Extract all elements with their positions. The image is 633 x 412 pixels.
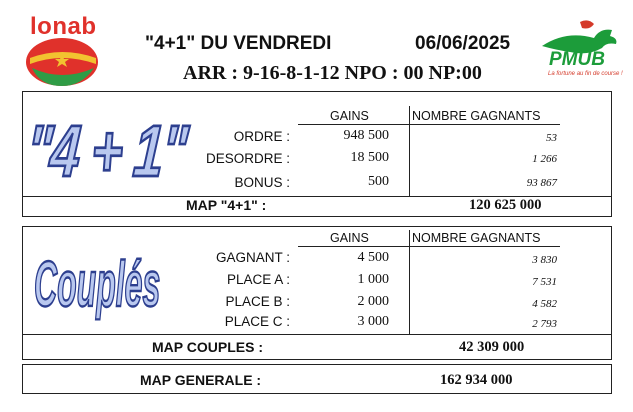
map-generale-box	[22, 364, 612, 394]
col-winners: NOMBRE GAGNANTS	[412, 109, 541, 123]
pmub-wordmark: PMUB	[549, 49, 605, 70]
pmub-slogan: La fortune au fin de course !	[548, 71, 623, 77]
row-gain: 3 000	[357, 314, 389, 329]
results-line: ARR : 9-16-8-1-12 NPO : 00 NP:00	[183, 62, 482, 84]
row-label: PLACE A :	[226, 272, 290, 287]
map-41-value: 120 625 000	[469, 197, 542, 213]
page-title: "4+1" DU VENDREDI	[145, 33, 332, 54]
row-winners: 93 867	[526, 177, 557, 189]
section-couples-col-divider	[409, 230, 410, 334]
section-41-header-rule	[298, 124, 560, 125]
map-couples-value: 42 309 000	[459, 339, 525, 355]
row-winners: 7 531	[532, 276, 557, 288]
section-couples-map-divider	[22, 334, 612, 335]
col-gains: GAINS	[330, 231, 369, 245]
row-winners: 4 582	[532, 298, 557, 310]
row-winners: 53	[546, 132, 557, 144]
row-winners: 3 830	[532, 254, 557, 266]
row-gain: 2 000	[357, 294, 389, 309]
row-label: DESORDRE :	[205, 151, 290, 166]
section-41-badge: "4 + 1"	[23, 111, 189, 193]
section-couples-badge: Couplés	[34, 250, 161, 321]
map-generale-label: MAP GENERALE :	[140, 372, 262, 388]
row-gain: 4 500	[357, 250, 389, 265]
section-41-col-divider	[409, 106, 410, 196]
row-gain: 948 500	[343, 128, 389, 143]
col-gains: GAINS	[330, 109, 369, 123]
row-label: BONUS :	[234, 175, 290, 190]
row-label: GAGNANT :	[215, 250, 290, 265]
lonab-wordmark: lonab	[30, 13, 97, 40]
row-winners: 1 266	[532, 153, 557, 165]
row-gain: 1 000	[357, 272, 389, 287]
draw-date: 06/06/2025	[415, 33, 511, 54]
col-winners: NOMBRE GAGNANTS	[412, 231, 541, 245]
row-label: PLACE B :	[225, 294, 290, 309]
map-41-label: MAP "4+1" :	[186, 197, 267, 213]
row-gain: 500	[368, 174, 389, 189]
row-winners: 2 793	[532, 318, 557, 330]
row-label: ORDRE :	[233, 129, 290, 144]
map-generale-value: 162 934 000	[440, 372, 513, 388]
row-label: PLACE C :	[224, 314, 290, 329]
row-gain: 18 500	[350, 150, 389, 165]
map-couples-label: MAP COUPLES :	[152, 339, 263, 355]
section-couples-header-rule	[298, 246, 560, 247]
